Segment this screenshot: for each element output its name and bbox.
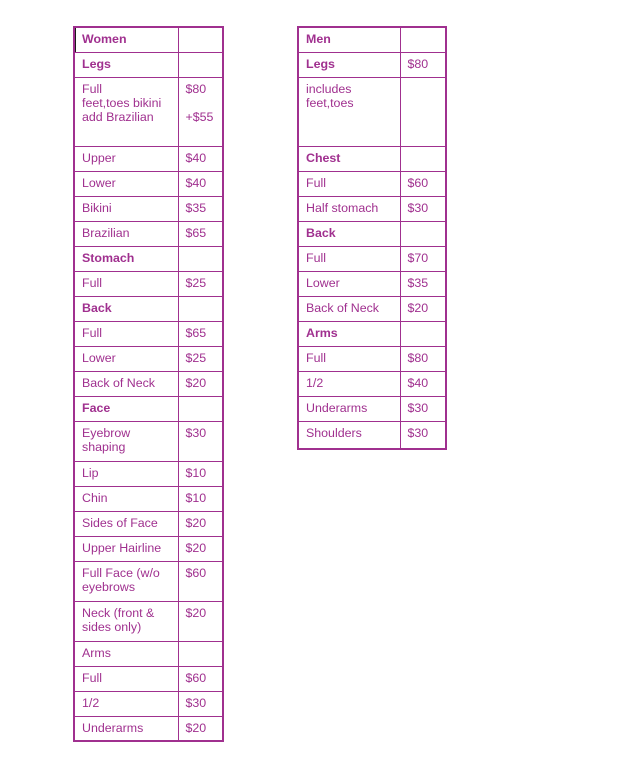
men-service-price: $20 bbox=[400, 296, 446, 321]
men-service-price: $40 bbox=[400, 371, 446, 396]
women-service-price: $40 bbox=[178, 171, 223, 196]
women-service-price: $10 bbox=[178, 486, 223, 511]
women-service-price: $35 bbox=[178, 196, 223, 221]
women-service-price: $20 bbox=[178, 511, 223, 536]
women-table-row bbox=[74, 666, 223, 691]
women-service-label: Full bbox=[74, 321, 178, 346]
women-table-row bbox=[74, 511, 223, 536]
men-service-price: $30 bbox=[400, 421, 446, 449]
men-table-row bbox=[298, 246, 446, 271]
men-service-label: Full bbox=[298, 171, 400, 196]
men-section-heading: Men bbox=[298, 27, 400, 52]
women-price-table bbox=[73, 26, 224, 742]
women-service-price bbox=[178, 246, 223, 271]
women-service-price: $80 +$55 bbox=[178, 77, 223, 146]
women-section-heading: Legs bbox=[74, 52, 178, 77]
men-service-price: $80 bbox=[400, 346, 446, 371]
women-service-label: Lower bbox=[74, 171, 178, 196]
women-section-heading: Face bbox=[74, 396, 178, 421]
men-service-price bbox=[400, 221, 446, 246]
men-service-label: Lower bbox=[298, 271, 400, 296]
women-table-row bbox=[74, 146, 223, 171]
women-table-row bbox=[74, 27, 223, 52]
women-service-label: Upper Hairline bbox=[74, 536, 178, 561]
women-table-row bbox=[74, 461, 223, 486]
men-section-heading: Legs bbox=[298, 52, 400, 77]
women-table-row bbox=[74, 171, 223, 196]
women-service-price: $60 bbox=[178, 561, 223, 601]
men-service-label: 1/2 bbox=[298, 371, 400, 396]
women-service-price: $25 bbox=[178, 346, 223, 371]
women-table-body bbox=[74, 27, 223, 741]
men-service-price: $30 bbox=[400, 196, 446, 221]
women-table-row bbox=[74, 486, 223, 511]
men-section-heading: Chest bbox=[298, 146, 400, 171]
women-table-row bbox=[74, 641, 223, 666]
women-service-price bbox=[178, 641, 223, 666]
women-service-price: $40 bbox=[178, 146, 223, 171]
women-section-heading: Back bbox=[74, 296, 178, 321]
women-service-label: Eyebrow shaping bbox=[74, 421, 178, 461]
men-table-row bbox=[298, 421, 446, 449]
women-service-label: Full bbox=[74, 666, 178, 691]
men-service-label: Back of Neck bbox=[298, 296, 400, 321]
women-table-row bbox=[74, 196, 223, 221]
women-service-price: $20 bbox=[178, 601, 223, 641]
men-service-price: $80 bbox=[400, 52, 446, 77]
women-service-price bbox=[178, 396, 223, 421]
women-service-label: Full bbox=[74, 271, 178, 296]
men-table-row bbox=[298, 321, 446, 346]
men-table-row bbox=[298, 27, 446, 52]
women-service-price: $20 bbox=[178, 536, 223, 561]
women-service-price: $30 bbox=[178, 421, 223, 461]
men-service-price: $70 bbox=[400, 246, 446, 271]
women-table-row bbox=[74, 52, 223, 77]
women-service-label: Underarms bbox=[74, 716, 178, 741]
men-table-row bbox=[298, 396, 446, 421]
women-table-row bbox=[74, 221, 223, 246]
women-service-label: Back of Neck bbox=[74, 371, 178, 396]
men-table-row bbox=[298, 77, 446, 146]
women-table-row bbox=[74, 371, 223, 396]
men-service-label: Shoulders bbox=[298, 421, 400, 449]
men-service-price bbox=[400, 77, 446, 146]
women-section-heading: Women bbox=[74, 27, 178, 52]
women-table-row bbox=[74, 346, 223, 371]
women-service-label: Brazilian bbox=[74, 221, 178, 246]
women-table-row bbox=[74, 716, 223, 741]
men-service-price bbox=[400, 146, 446, 171]
women-service-price: $20 bbox=[178, 716, 223, 741]
women-service-label: Neck (front & sides only) bbox=[74, 601, 178, 641]
men-service-label: Full bbox=[298, 346, 400, 371]
men-section-heading: Arms bbox=[298, 321, 400, 346]
women-service-label: Lip bbox=[74, 461, 178, 486]
men-section-heading: Back bbox=[298, 221, 400, 246]
women-service-price: $30 bbox=[178, 691, 223, 716]
women-section-heading: Stomach bbox=[74, 246, 178, 271]
men-service-label: Full bbox=[298, 246, 400, 271]
men-table-row bbox=[298, 346, 446, 371]
women-service-label: Full feet,toes bikini add Brazilian bbox=[74, 77, 178, 146]
women-table-row bbox=[74, 396, 223, 421]
women-table-row bbox=[74, 321, 223, 346]
men-table-row bbox=[298, 296, 446, 321]
women-service-price bbox=[178, 52, 223, 77]
women-service-label: Full Face (w/o eyebrows bbox=[74, 561, 178, 601]
women-service-price: $25 bbox=[178, 271, 223, 296]
women-service-label: Bikini bbox=[74, 196, 178, 221]
women-service-label: Chin bbox=[74, 486, 178, 511]
men-table-row bbox=[298, 371, 446, 396]
women-table-row bbox=[74, 77, 223, 146]
women-table-row bbox=[74, 296, 223, 321]
women-service-price: $65 bbox=[178, 321, 223, 346]
women-service-price bbox=[178, 296, 223, 321]
women-service-label: Sides of Face bbox=[74, 511, 178, 536]
women-table-row bbox=[74, 561, 223, 601]
women-table-row bbox=[74, 536, 223, 561]
men-table-row bbox=[298, 171, 446, 196]
women-table-row bbox=[74, 691, 223, 716]
men-table-row bbox=[298, 52, 446, 77]
women-service-price bbox=[178, 27, 223, 52]
men-table-row bbox=[298, 146, 446, 171]
men-service-price: $35 bbox=[400, 271, 446, 296]
men-service-price bbox=[400, 321, 446, 346]
men-service-label: Underarms bbox=[298, 396, 400, 421]
men-service-price: $60 bbox=[400, 171, 446, 196]
women-service-price: $60 bbox=[178, 666, 223, 691]
women-service-price: $20 bbox=[178, 371, 223, 396]
women-service-label: Arms bbox=[74, 641, 178, 666]
women-service-label: Lower bbox=[74, 346, 178, 371]
women-table-row bbox=[74, 271, 223, 296]
women-table-row bbox=[74, 601, 223, 641]
men-service-price bbox=[400, 27, 446, 52]
men-table-body bbox=[298, 27, 446, 449]
women-table-row bbox=[74, 246, 223, 271]
men-table-row bbox=[298, 196, 446, 221]
women-service-price: $65 bbox=[178, 221, 223, 246]
women-service-label: 1/2 bbox=[74, 691, 178, 716]
women-service-price: $10 bbox=[178, 461, 223, 486]
men-table-row bbox=[298, 271, 446, 296]
men-service-label: Half stomach bbox=[298, 196, 400, 221]
men-table-row bbox=[298, 221, 446, 246]
women-service-label: Upper bbox=[74, 146, 178, 171]
men-service-price: $30 bbox=[400, 396, 446, 421]
men-service-label: includes feet,toes bbox=[298, 77, 400, 146]
men-price-table bbox=[297, 26, 447, 450]
women-table-row bbox=[74, 421, 223, 461]
